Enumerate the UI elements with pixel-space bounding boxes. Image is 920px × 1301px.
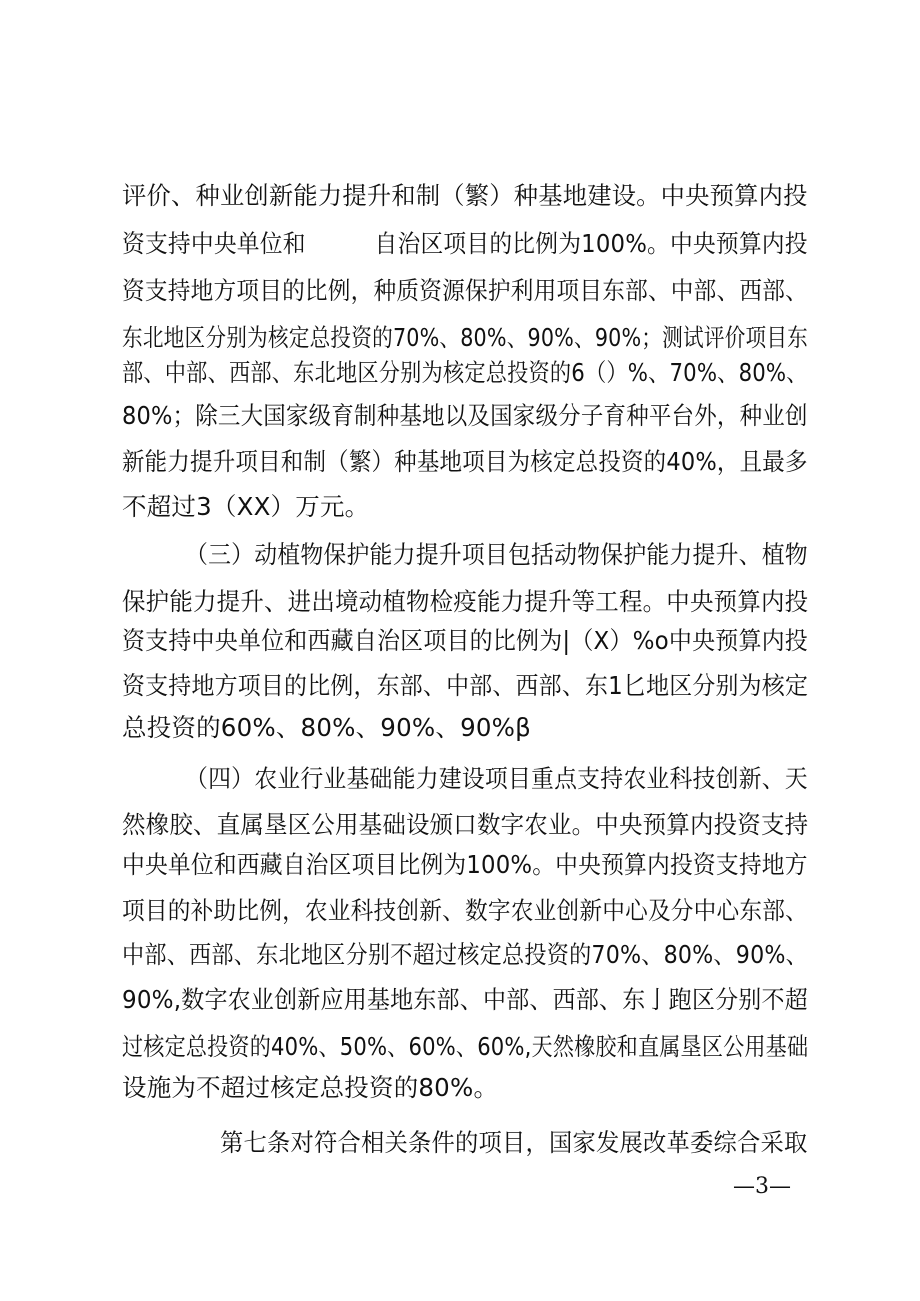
page-number: —3— <box>733 1174 791 1199</box>
text-line-2: 资支持中央单位和 自治区项目的比例为100%。中央预算内投 <box>122 229 808 258</box>
text-line-9: （三）动植物保护能力提升项目包括动物保护能力提升、植物 <box>185 540 808 569</box>
text-line-16: 中央单位和西藏自治区项目比例为100%。中央预算内投资支持地方 <box>122 850 808 879</box>
text-line-7: 新能力提升项目和制（繁）种基地项目为核定总投资的40%，且最多 <box>122 447 808 476</box>
text-line-10: 保护能力提升、进出境动植物检疫能力提升等工程。中央预算内投 <box>122 587 809 616</box>
text-line-18: 中部、西部、东北地区分别不超过核定总投资的70%、80%、90%、 <box>122 940 808 969</box>
text-line-5: 部、中部、西部、东北地区分别为核定总投资的6（）%、70%、80%、 <box>122 358 808 387</box>
text-line-8: 不超过3（XX）万元。 <box>122 492 370 521</box>
text-line-11: 资支持中央单位和西藏自治区项目的比例为|（X）%o中央预算内投 <box>122 626 808 655</box>
text-line-19: 90%,数字农业创新应用基地东部、中部、西部、东亅跑区分别不超 <box>122 985 808 1014</box>
text-line-21: 设施为不超过核定总投资的80%。 <box>122 1073 499 1102</box>
text-line-22: 第七条对符合相关条件的项目，国家发展改革委综合采取 <box>220 1128 808 1157</box>
text-line-12: 资支持地方项目的比例，东部、中部、西部、东1匕地区分别为核定 <box>122 671 809 700</box>
text-line-15: 然橡胶、直属垦区公用基础设颁口数字农业。中央预算内投资支持 <box>122 810 809 839</box>
text-line-1: 评价、种业创新能力提升和制（繁）种基地建设。中央预算内投 <box>122 181 808 210</box>
text-line-13: 总投资的60%、80%、90%、90%β <box>122 713 531 742</box>
text-line-17: 项目的补助比例，农业科技创新、数字农业创新中心及分中心东部、 <box>122 896 809 925</box>
text-line-4: 东北地区分别为核定总投资的70%、80%、90%、90%；测试评价项目东 <box>122 323 809 352</box>
text-line-3: 资支持地方项目的比例，种质资源保护利用项目东部、中部、西部、 <box>122 276 809 305</box>
text-line-6: 80%；除三大国家级育制种基地以及国家级分子育种平台外，种业创 <box>122 401 808 430</box>
text-line-20: 过核定总投资的40%、50%、60%、60%,天然橡胶和直属垦区公用基础 <box>122 1032 809 1061</box>
text-line-14: （四）农业行业基础能力建设项目重点支持农业科技创新、天 <box>185 764 808 793</box>
